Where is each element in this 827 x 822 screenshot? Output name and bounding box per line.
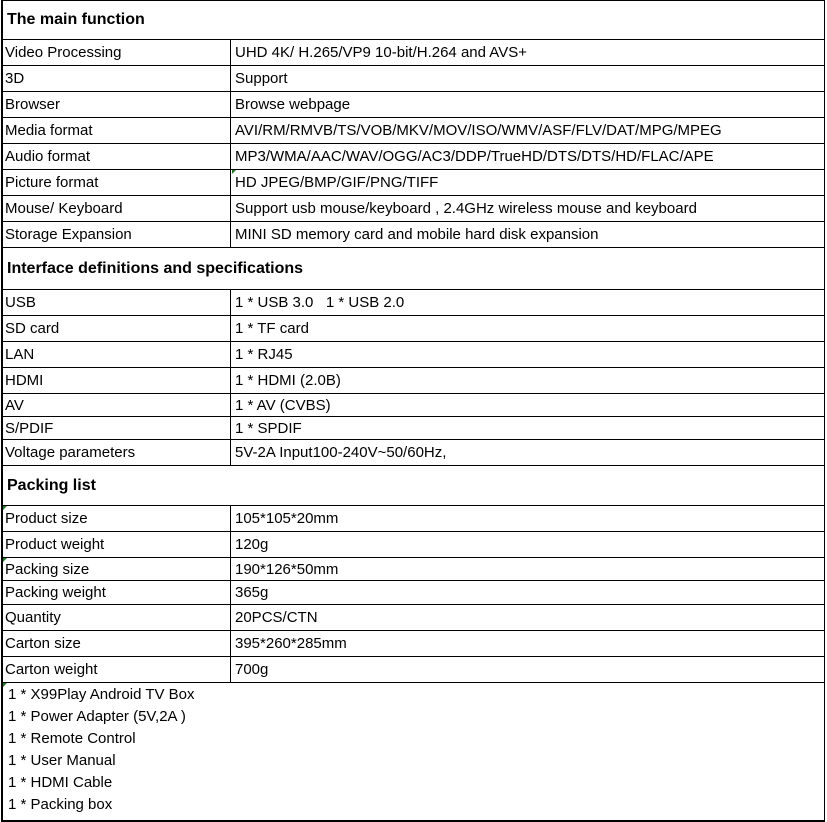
spec-key: Video Processing <box>3 40 231 65</box>
spec-row-product-size <box>3 506 824 532</box>
spec-value: MP3/WMA/AAC/WAV/OGG/AC3/DDP/TrueHD/DTS/DTS/HD/FLAC/APE <box>235 148 714 165</box>
spec-row-browser <box>3 92 824 118</box>
spec-value: HD JPEG/BMP/GIF/PNG/TIFF <box>235 174 439 191</box>
spec-key: Product weight <box>3 532 231 557</box>
spec-value: 1 * AV (CVBS) <box>235 396 331 414</box>
spec-row-hdmi <box>3 368 824 394</box>
list-item: 1 * Power Adapter (5V,2A ) <box>8 708 186 725</box>
list-item: 1 * Remote Control <box>8 730 136 747</box>
spec-value: 1 * SPDIF <box>235 419 302 437</box>
spec-key: 3D <box>3 66 231 91</box>
spec-key: Product size <box>3 506 231 531</box>
spec-key: LAN <box>3 342 231 367</box>
spec-key: Browser <box>3 92 231 117</box>
cell-marker <box>3 558 7 562</box>
spec-key: Packing size <box>3 558 231 580</box>
spec-row-usb <box>3 290 824 316</box>
spec-row-carton-weight <box>3 657 824 683</box>
spec-key: AV <box>3 394 231 416</box>
spec-key: Voltage parameters <box>3 440 231 465</box>
list-item: 1 * X99Play Android TV Box <box>8 686 195 703</box>
spec-value: 1 * RJ45 <box>235 346 293 363</box>
spec-key: HDMI <box>3 368 231 393</box>
spec-key: SD card <box>3 316 231 341</box>
spec-row-product-weight <box>3 532 824 558</box>
list-item: 1 * Packing box <box>8 796 113 813</box>
spec-value: 1 * HDMI (2.0B) <box>235 372 341 389</box>
section-title-interfaces: Interface definitions and specifications <box>3 248 824 290</box>
spec-value: 1 * USB 3.0 1 * USB 2.0 <box>235 294 405 311</box>
spec-key: Media format <box>3 118 231 143</box>
spec-value: MINI SD memory card and mobile hard disk expansion <box>235 226 599 243</box>
spec-key: USB <box>3 290 231 315</box>
spec-key: Carton size <box>3 631 231 656</box>
spec-value: 395*260*285mm <box>235 635 347 652</box>
spec-key: Mouse/ Keyboard <box>3 196 231 221</box>
spec-value: AVI/RM/RMVB/TS/VOB/MKV/MOV/ISO/WMV/ASF/FLV/DAT/MPG/MPEG <box>235 122 722 139</box>
spec-value: 365g <box>235 584 269 601</box>
spec-key: S/PDIF <box>3 417 231 439</box>
spec-value: UHD 4K/ H.265/VP9 10-bit/H.264 and AVS+ <box>235 44 527 61</box>
spec-value: 700g <box>235 661 269 678</box>
spec-row-storage-expansion <box>3 222 824 248</box>
list-item: 1 * User Manual <box>8 752 116 769</box>
spec-row-mouse-keyboard <box>3 196 824 222</box>
spec-row-packing-size <box>3 558 824 581</box>
spec-value: Support <box>235 70 288 87</box>
spec-row-3d <box>3 66 824 92</box>
cell-marker <box>232 170 236 174</box>
spec-row-lan <box>3 342 824 368</box>
cell-marker <box>3 506 7 510</box>
spec-row-av <box>3 394 824 417</box>
spec-value: 20PCS/CTN <box>235 609 318 626</box>
spec-value: 105*105*20mm <box>235 510 339 527</box>
spec-row-sd-card <box>3 316 824 342</box>
spec-row-video-processing <box>3 40 824 66</box>
spec-row-voltage <box>3 440 824 466</box>
section-title-packing: Packing list <box>3 466 824 506</box>
spec-row-spdif <box>3 417 824 440</box>
spec-row-quantity <box>3 605 824 631</box>
spec-key: Quantity <box>3 605 231 630</box>
spec-value: 120g <box>235 536 269 553</box>
spec-key: Audio format <box>3 144 231 169</box>
spec-key: Packing weight <box>3 581 231 604</box>
spec-value: 1 * TF card <box>235 320 309 337</box>
spec-row-carton-size <box>3 631 824 657</box>
spec-value: Support usb mouse/keyboard , 2.4GHz wireless mouse and keyboard <box>235 200 697 217</box>
spec-value: 5V-2A Input100-240V~50/60Hz, <box>235 444 447 461</box>
spec-key: Storage Expansion <box>3 222 231 247</box>
packing-contents-list <box>3 683 824 822</box>
spec-key: Carton weight <box>3 657 231 682</box>
spec-value: 190*126*50mm <box>235 560 339 578</box>
cell-marker <box>3 683 7 687</box>
spec-sheet <box>1 0 825 822</box>
spec-value: Browse webpage <box>235 96 351 113</box>
spec-key: Picture format <box>3 170 231 195</box>
spec-row-picture-format <box>3 170 824 196</box>
spec-row-audio-format <box>3 144 824 170</box>
section-title-main-function: The main function <box>3 1 824 40</box>
spec-row-packing-weight <box>3 581 824 605</box>
list-item: 1 * HDMI Cable <box>8 774 113 791</box>
spec-row-media-format <box>3 118 824 144</box>
